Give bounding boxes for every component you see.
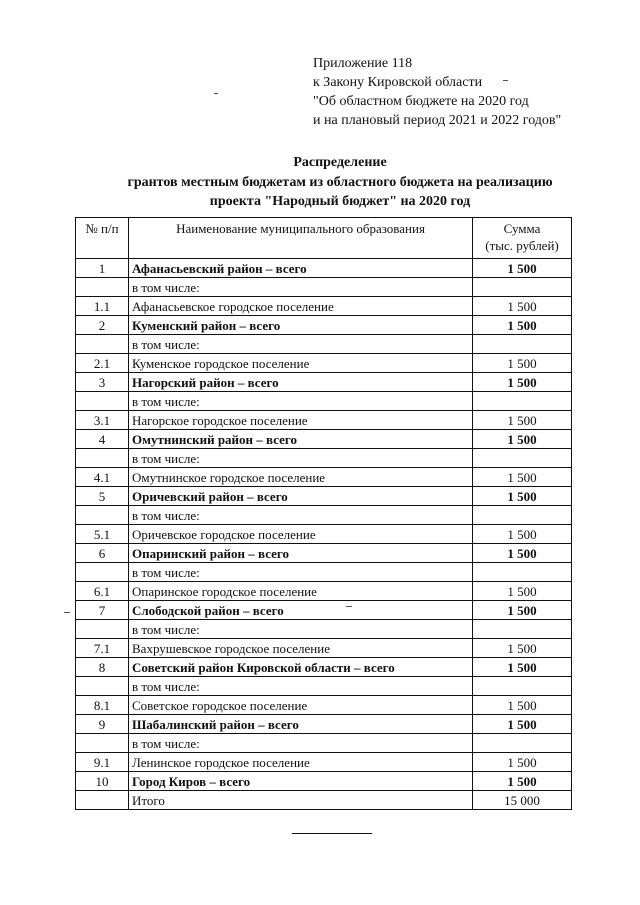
row-name: в том числе: [129, 677, 473, 696]
row-num: 1.1 [76, 297, 129, 316]
scan-mark [214, 93, 218, 94]
row-sum: 1 500 [473, 373, 572, 392]
header-name: Наименование муниципального образования [129, 218, 473, 259]
row-sum [473, 734, 572, 753]
appendix-line-4: и на плановый период 2021 и 2022 годов" [313, 113, 562, 128]
row-name: Ленинское городское поселение [129, 753, 473, 772]
row-name: в том числе: [129, 620, 473, 639]
title-line-3: проекта "Народный бюджет" на 2020 год [209, 194, 471, 209]
row-sum: 1 500 [473, 411, 572, 430]
appendix-line-2: к Закону Кировской области [313, 75, 483, 90]
row-num [76, 734, 129, 753]
table-row [76, 392, 572, 411]
row-sum: 1 500 [473, 316, 572, 335]
row-num: 5 [76, 487, 129, 506]
row-num [76, 563, 129, 582]
header-sum-line-2: (тыс. рублей) [485, 238, 559, 253]
row-name: Омутнинское городское поселение [129, 468, 473, 487]
table-row [76, 449, 572, 468]
row-sum: 1 500 [473, 544, 572, 563]
row-name: Нагорский район – всего [129, 373, 473, 392]
row-sum: 15 000 [473, 791, 572, 810]
scan-mark [503, 80, 508, 81]
row-sum [473, 392, 572, 411]
row-num: 8 [76, 658, 129, 677]
table-row [76, 259, 572, 278]
row-name: в том числе: [129, 506, 473, 525]
table-row [76, 620, 572, 639]
row-num: 4 [76, 430, 129, 449]
table-row [76, 468, 572, 487]
table-row [76, 544, 572, 563]
appendix-line-3: "Об областном бюджете на 2020 год [313, 94, 529, 109]
document-title [60, 153, 620, 212]
table-row [76, 297, 572, 316]
row-name: Афанасьевский район – всего [129, 259, 473, 278]
row-num: 6 [76, 544, 129, 563]
row-sum: 1 500 [473, 601, 572, 620]
row-sum: 1 500 [473, 696, 572, 715]
table-row [76, 696, 572, 715]
row-sum: 1 500 [473, 582, 572, 601]
title-line-2: грантов местным бюджетам из областного бюджета на реализацию [127, 174, 553, 190]
row-sum: 1 500 [473, 658, 572, 677]
table-row [76, 525, 572, 544]
row-num: 9 [76, 715, 129, 734]
row-name: Шабалинский район – всего [129, 715, 473, 734]
appendix-line-1: Приложение 118 [313, 56, 413, 71]
row-num [76, 392, 129, 411]
row-num: 1 [76, 259, 129, 278]
row-num [76, 506, 129, 525]
table-row [76, 772, 572, 791]
row-name: Слободской район – всего [129, 601, 473, 620]
row-name: Куменский район – всего [129, 316, 473, 335]
header-num: № п/п [76, 218, 129, 259]
row-sum: 1 500 [473, 525, 572, 544]
row-num: 7 [76, 601, 129, 620]
row-name: Куменское городское поселение [129, 354, 473, 373]
row-sum [473, 335, 572, 354]
table-row [76, 791, 572, 810]
row-name: в том числе: [129, 449, 473, 468]
table-row [76, 601, 572, 620]
row-name: в том числе: [129, 734, 473, 753]
table-row [76, 639, 572, 658]
row-num [76, 335, 129, 354]
row-num: 5.1 [76, 525, 129, 544]
title-line-1: Распределение [293, 155, 387, 170]
row-num [76, 791, 129, 810]
row-name: в том числе: [129, 278, 473, 297]
row-num: 4.1 [76, 468, 129, 487]
appendix-block [313, 54, 561, 130]
table-row [76, 354, 572, 373]
table-row [76, 658, 572, 677]
row-num [76, 278, 129, 297]
row-name: Омутнинский район – всего [129, 430, 473, 449]
row-num: 9.1 [76, 753, 129, 772]
scan-mark [64, 612, 70, 613]
header-sum [473, 218, 572, 259]
row-sum: 1 500 [473, 772, 572, 791]
row-num: 3 [76, 373, 129, 392]
row-sum: 1 500 [473, 468, 572, 487]
row-num [76, 620, 129, 639]
header-sum-line-1: Сумма [503, 221, 541, 236]
row-num: 8.1 [76, 696, 129, 715]
row-sum: 1 500 [473, 259, 572, 278]
table-row [76, 506, 572, 525]
row-name: Опаринский район – всего [129, 544, 473, 563]
row-name: Афанасьевское городское поселение [129, 297, 473, 316]
footer-divider [292, 833, 372, 834]
row-sum [473, 563, 572, 582]
table-row [76, 411, 572, 430]
row-sum: 1 500 [473, 639, 572, 658]
row-sum: 1 500 [473, 354, 572, 373]
row-num: 10 [76, 772, 129, 791]
row-num: 2 [76, 316, 129, 335]
row-name: Нагорское городское поселение [129, 411, 473, 430]
row-sum: 1 500 [473, 487, 572, 506]
table-row [76, 316, 572, 335]
table-row [76, 734, 572, 753]
row-sum: 1 500 [473, 753, 572, 772]
table-row [76, 563, 572, 582]
row-name: Опаринское городское поселение [129, 582, 473, 601]
row-name: Советский район Кировской области – всего [129, 658, 473, 677]
row-sum: 1 500 [473, 430, 572, 449]
row-num: 3.1 [76, 411, 129, 430]
grants-table [75, 217, 572, 810]
row-sum [473, 620, 572, 639]
row-name: Оричевский район – всего [129, 487, 473, 506]
row-name: Вахрушевское городское поселение [129, 639, 473, 658]
row-num: 6.1 [76, 582, 129, 601]
table-row [76, 373, 572, 392]
table-row [76, 753, 572, 772]
row-num [76, 449, 129, 468]
table-body [76, 259, 572, 810]
row-sum [473, 449, 572, 468]
table-row [76, 487, 572, 506]
row-name: Город Киров – всего [129, 772, 473, 791]
row-sum [473, 278, 572, 297]
table-row [76, 677, 572, 696]
row-name: Советское городское поселение [129, 696, 473, 715]
row-name: Итого [129, 791, 473, 810]
table-row [76, 278, 572, 297]
table-row [76, 430, 572, 449]
row-num [76, 677, 129, 696]
row-name: в том числе: [129, 563, 473, 582]
table-row [76, 335, 572, 354]
row-sum [473, 677, 572, 696]
row-sum [473, 506, 572, 525]
table-header-row [76, 218, 572, 259]
row-num: 7.1 [76, 639, 129, 658]
row-num: 2.1 [76, 354, 129, 373]
scan-mark [346, 606, 352, 607]
row-name: Оричевское городское поселение [129, 525, 473, 544]
row-name: в том числе: [129, 335, 473, 354]
row-name: в том числе: [129, 392, 473, 411]
table-row [76, 715, 572, 734]
row-sum: 1 500 [473, 715, 572, 734]
row-sum: 1 500 [473, 297, 572, 316]
table-row [76, 582, 572, 601]
